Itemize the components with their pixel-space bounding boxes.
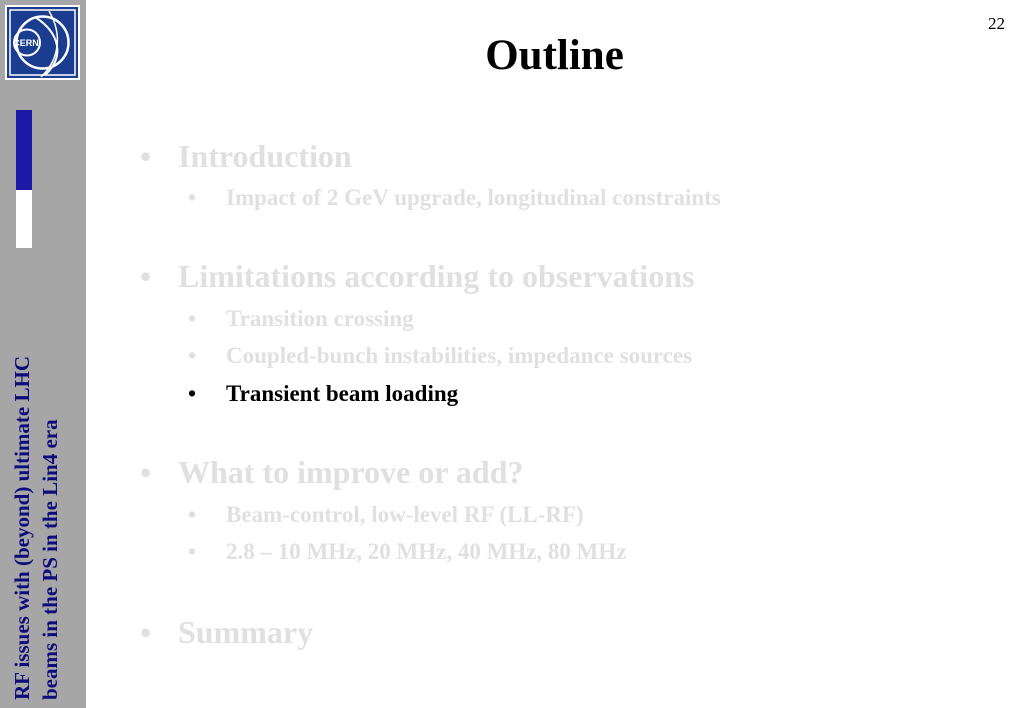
slide-title: Outline xyxy=(485,32,624,79)
bullet-icon: • xyxy=(140,138,152,174)
outline-item-text: What to improve or add? xyxy=(178,454,524,490)
bullet-icon: • xyxy=(188,502,197,527)
bullet-icon: • xyxy=(188,539,197,564)
bullet-icon: • xyxy=(140,614,152,650)
page-number: 22 xyxy=(988,14,1005,33)
progress-bar-fill xyxy=(16,110,32,190)
outline-item-text: Impact of 2 GeV upgrade, longitudinal constraints xyxy=(226,185,721,210)
outline-item-text: Transient beam loading xyxy=(226,381,459,406)
sidebar xyxy=(0,0,86,708)
side-title-line-1: RF issues with (beyond) ultimate LHC xyxy=(10,356,34,700)
outline-item-text: Introduction xyxy=(178,138,352,174)
bullet-icon: • xyxy=(140,258,152,294)
bullet-icon: • xyxy=(140,454,152,490)
bullet-icon: • xyxy=(188,185,197,210)
outline-item-text: 2.8 – 10 MHz, 20 MHz, 40 MHz, 80 MHz xyxy=(226,539,627,564)
bullet-icon: • xyxy=(188,306,197,331)
outline-item-text: Beam-control, low-level RF (LL-RF) xyxy=(226,502,584,527)
side-title-line-2: beams in the PS in the Lin4 era xyxy=(38,419,62,700)
bullet-icon: • xyxy=(188,381,197,406)
cern-logo-text: CERN xyxy=(13,38,39,48)
side-title xyxy=(8,356,64,700)
outline-item-text: Coupled-bunch instabilities, impedance sources xyxy=(226,343,693,368)
outline-item-text: Summary xyxy=(178,614,314,650)
bullet-icon: • xyxy=(188,343,197,368)
cern-logo xyxy=(5,5,80,80)
outline-item-text: Limitations according to observations xyxy=(178,258,695,294)
progress-bar xyxy=(16,110,32,248)
outline-item-text: Transition crossing xyxy=(226,306,414,331)
cern-logo-graphic xyxy=(5,5,80,80)
